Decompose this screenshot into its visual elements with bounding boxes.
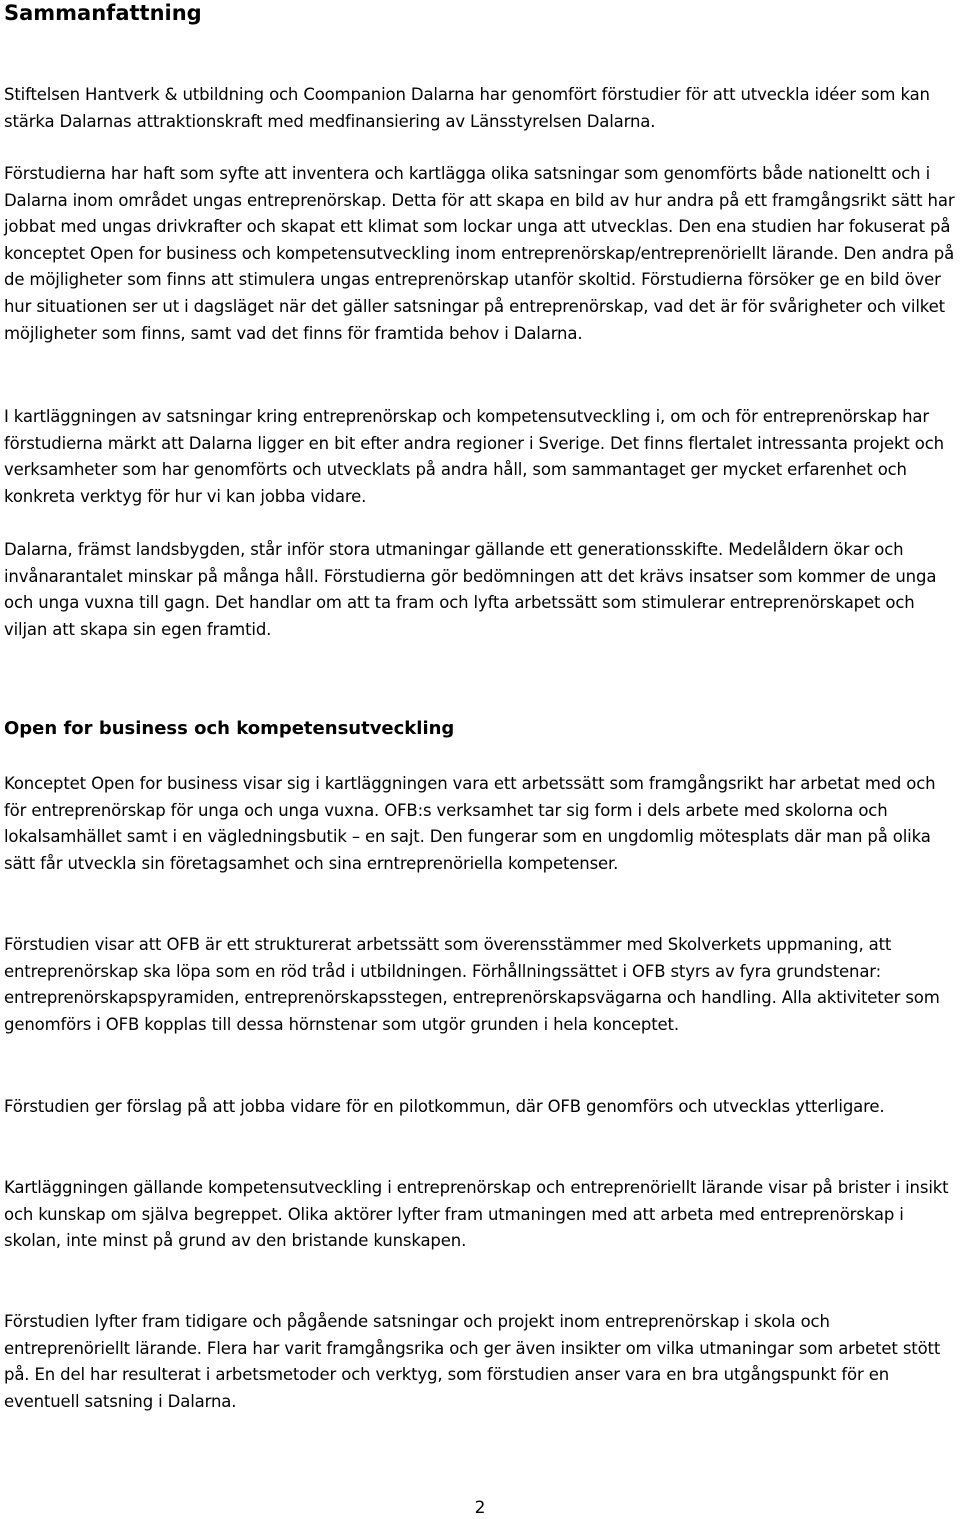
paragraph-competence: Kartläggningen gällande kompetensutveckling i entreprenörskap och entreprenöriellt lärande visar på brister i insikt och kunskap om själva begreppet. Olika aktörer lyfter fram utmaningen med att arbeta med entreprenörskap i skolan, inte minst på grund av den bristande kunskapen. bbox=[4, 1178, 949, 1251]
paragraph-intro: Stiftelsen Hantverk & utbildning och Coompanion Dalarna har genomfört förstudier för att utveckla idéer som kan stärka Dalarnas attraktionskraft med medfinansiering av Länsstyrelsen Dalarna. bbox=[4, 85, 930, 131]
page-number: 2 bbox=[474, 1498, 486, 1518]
paragraph-challenges: Dalarna, främst landsbygden, står inför stora utmaningar gällande ett generationsskifte. Medelåldern ökar och invånarantalet minskar på många håll. Förstudierna gör bedömningen att det krävs insatser som kommer de unga och unga vuxna till gagn. Det handlar om att ta fram och lyfta arbetssätt som stimulerar entreprenörskapet och viljan att skapa sin egen framtid. bbox=[4, 540, 937, 639]
paragraph-ofb-proposal: Förstudien ger förslag på att jobba vidare för en pilotkommun, där OFB genomförs och utvecklas ytterligare. bbox=[4, 1097, 885, 1116]
page-title: Sammanfattning bbox=[4, 1, 202, 25]
paragraph-ofb-structure: Förstudien visar att OFB är ett strukturerat arbetssätt som överensstämmer med Skolverkets uppmaning, att entreprenörskap ska löpa som en röd tråd i utbildningen. Förhållningssättet i OFB styrs av fyra grundstenar: entreprenörskapspyramiden, entreprenörskapsstegen, entreprenörskapsvägarna och handling. Alla aktiviteter som genomförs i OFB kopplas till dessa hörnstenar som utgör grunden i hela konceptet. bbox=[4, 935, 940, 1034]
paragraph-projects: Förstudien lyfter fram tidigare och pågående satsningar och projekt inom entreprenörskap i skola och entreprenöriellt lärande. Flera har varit framgångsrika och ger även insikter om vilka utmaningar som arbetet stött på. En del har resulterat i arbetsmetoder och verktyg, som förstudien anser vara en bra utgångspunkt för en eventuell satsning i Dalarna. bbox=[4, 1312, 941, 1411]
paragraph-ofb-concept: Konceptet Open for business visar sig i kartläggningen vara ett arbetssätt som framgångsrikt har arbetat med och för entreprenörskap för unga och unga vuxna. OFB:s verksamhet tar sig form i dels arbete med skolorna och lokalsamhället samt i en vägledningsbutik – en sajt. Den fungerar som en ungdomlig mötesplats där man på olika sätt får utveckla sin företagsamhet och sina erntreprenöriella kompetenser. bbox=[4, 774, 936, 873]
section-heading-ofb: Open for business och kompetensutveckling bbox=[4, 718, 455, 739]
paragraph-purpose: Förstudierna har haft som syfte att inventera och kartlägga olika satsningar som genomförts både nationeltt och i Dalarna inom området ungas entreprenörskap. Detta för att skapa en bild av hur andra på ett framgångsrikt sätt har jobbat med ungas drivkrafter och skapat ett klimat som lockar unga att utvecklas. Den ena studien har fokuserat på konceptet Open for business och kompetensutveckling inom entreprenörskap/entreprenöriellt lärande. Den andra på de möjligheter som finns att stimulera ungas entreprenörskap utanför skoltid. Förstudierna försöker ge en bild över hur situationen ser ut i dagsläget när det gäller satsningar på entreprenörskap, vad det är för svårigheter och vilket möjligheter som finns, samt vad det finns för framtida behov i Dalarna. bbox=[4, 164, 955, 343]
paragraph-mapping: I kartläggningen av satsningar kring entreprenörskap och kompetensutveckling i, om och för entreprenörskap har förstudierna märkt att Dalarna ligger en bit efter andra regioner i Sverige. Det finns flertalet intressanta projekt och verksamheter som har genomförts och utvecklats på andra håll, som sammantaget ger mycket erfarenhet och konkreta verktyg för hur vi kan jobba vidare. bbox=[4, 407, 944, 506]
